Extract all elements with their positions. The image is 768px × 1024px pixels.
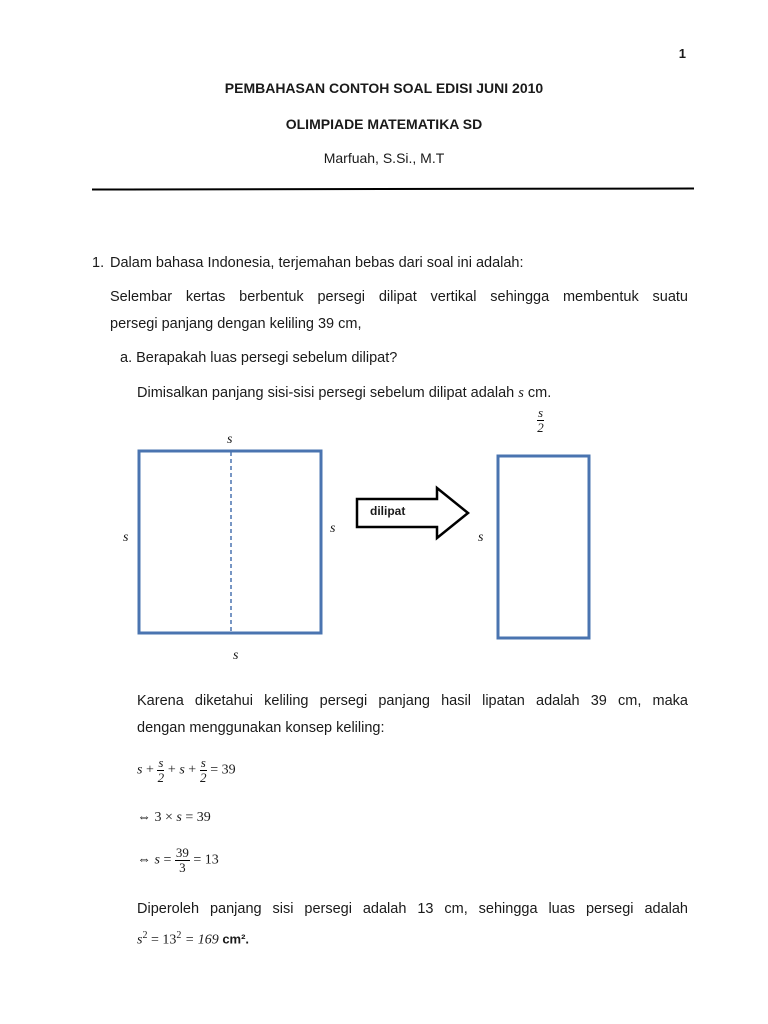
part-a-question: a. Berapakah luas persegi sebelum dilipat?	[120, 350, 398, 366]
eq1-frac-den: 2	[157, 770, 165, 785]
equation-3	[137, 846, 219, 875]
square-top-label: s	[227, 432, 233, 447]
eq1-frac-num-2: s	[200, 755, 206, 770]
final-rhs: = 169	[181, 932, 223, 948]
document-subtitle: OLIMPIADE MATEMATIKA SD	[285, 116, 483, 132]
header-divider	[92, 187, 694, 190]
eq1-s-2: s	[179, 762, 185, 778]
problem-intro: Dalam bahasa Indonesia, terjemahan bebas dari soal ini adalah:	[110, 255, 524, 271]
conclusion-line1: Diperoleh panjang sisi persegi adalah 13 cm, sehingga luas persegi adalah	[137, 901, 688, 917]
eq1-plus-2: +	[167, 762, 176, 778]
rectangle-top-label	[537, 406, 544, 435]
problem-number: 1.	[92, 255, 105, 271]
square-left-label: s	[123, 530, 129, 545]
eq3-frac-den: 3	[179, 860, 186, 875]
equiv-icon: ⇔	[137, 810, 151, 825]
final-exp-2: 2	[176, 930, 182, 941]
final-answer	[137, 930, 249, 949]
page-number: 1	[678, 46, 686, 61]
eq3-rhs: = 13	[189, 852, 219, 868]
eq1-frac-num: s	[158, 755, 164, 770]
eq1-s: s	[137, 762, 143, 778]
half-numerator: s	[538, 405, 544, 420]
square-bottom-label: s	[233, 648, 239, 663]
final-exp: 2	[142, 930, 148, 941]
eq1-plus: +	[145, 762, 154, 778]
eq1-plus-3: +	[188, 762, 197, 778]
assumption-unit: cm.	[527, 385, 552, 401]
equiv-icon-2: ⇔	[137, 852, 151, 868]
eq2-var: s	[176, 810, 182, 825]
eq1-rhs: = 39	[210, 762, 236, 778]
author-name: Marfuah, S.Si., M.T	[323, 150, 445, 166]
rectangle-shape	[498, 456, 589, 638]
square-shape	[139, 451, 321, 633]
rectangle-left-label: s	[478, 530, 484, 545]
half-denominator: 2	[537, 420, 544, 435]
arrow-label: dilipat	[370, 504, 406, 518]
folding-diagram-svg	[0, 400, 768, 680]
folding-diagram	[0, 400, 768, 680]
equation-2	[137, 810, 211, 826]
assumption-label: Dimisalkan panjang sisi-sisi persegi sebelum dilipat adalah	[137, 385, 515, 401]
problem-statement-line1: Selembar kertas berbentuk persegi dilipat vertikal sehingga membentuk suatu	[110, 289, 688, 305]
eq1-frac-den-2: 2	[199, 770, 207, 785]
eq3-frac-num: 39	[175, 845, 189, 860]
final-mid: = 13	[147, 932, 177, 948]
square-right-label: s	[330, 521, 336, 536]
final-unit: cm².	[222, 931, 250, 947]
eq2-rhs: = 39	[181, 810, 211, 825]
solution-para-line1: Karena diketahui keliling persegi panjang hasil lipatan adalah 39 cm, maka	[137, 693, 688, 709]
assumption-variable: s	[518, 385, 524, 401]
problem-statement-line2: persegi panjang dengan keliling 39 cm,	[110, 316, 362, 332]
eq3-eq: =	[159, 852, 175, 868]
final-var: s	[137, 932, 143, 948]
document-title: PEMBAHASAN CONTOH SOAL EDISI JUNI 2010	[224, 80, 544, 96]
eq3-var: s	[154, 852, 160, 868]
solution-para-line2: dengan menggunakan konsep keliling:	[137, 720, 385, 736]
eq2-expr: 3 ×	[154, 810, 177, 825]
equation-1	[137, 756, 236, 785]
